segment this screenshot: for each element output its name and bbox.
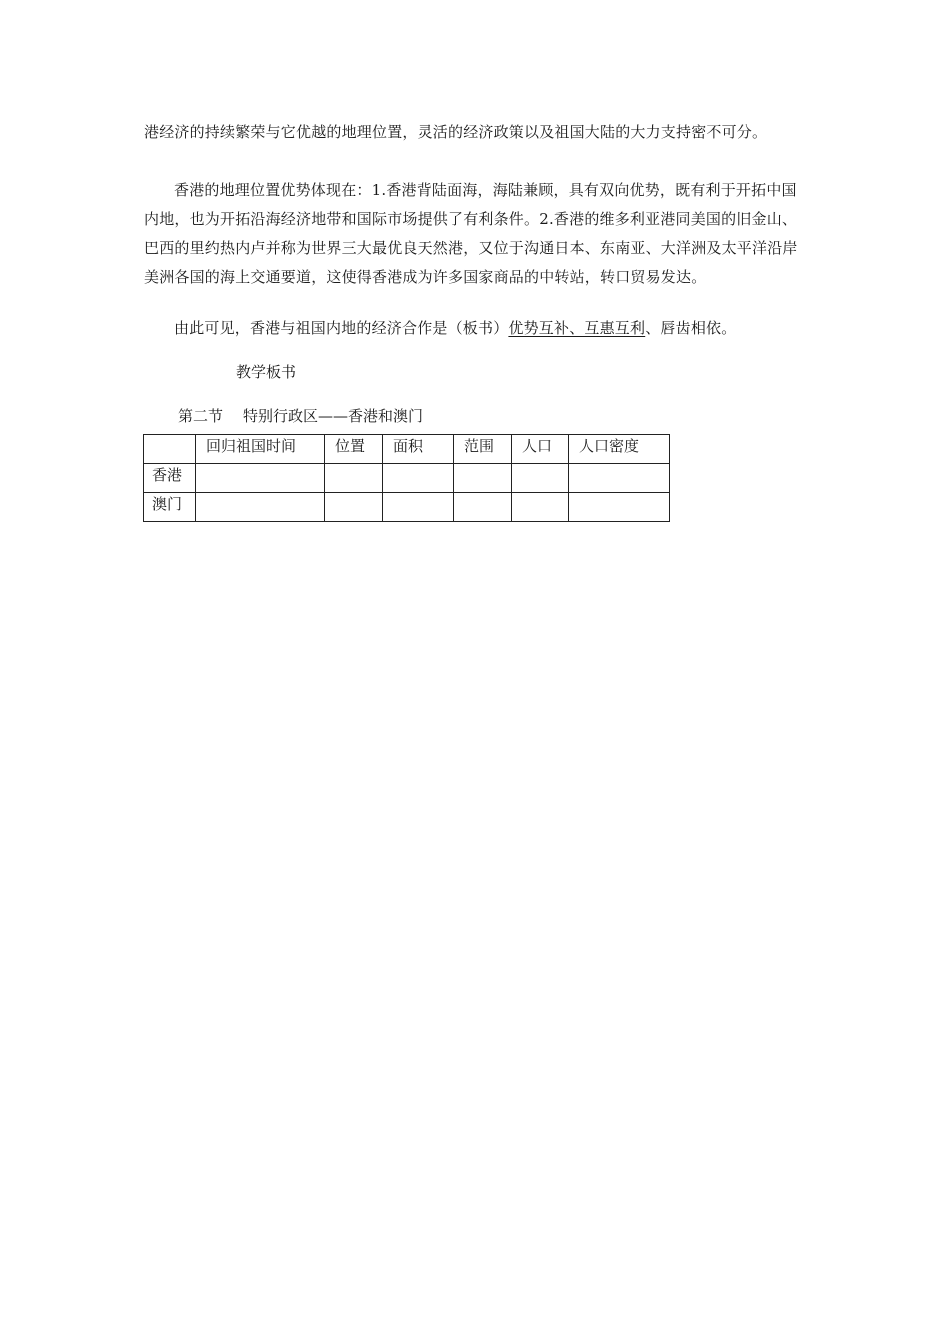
table-cell: [454, 493, 512, 522]
table-cell: [569, 493, 670, 522]
table-header-cell: 面积: [383, 435, 454, 464]
table-cell: [196, 464, 325, 493]
paragraph-cooperation-summary: [144, 314, 806, 343]
section-number: 第二节: [178, 407, 224, 425]
section-title: [178, 402, 423, 431]
table-row: [144, 464, 670, 493]
table-cell: [454, 464, 512, 493]
table-cell: [383, 464, 454, 493]
table-header-row: [144, 435, 670, 464]
table-header-cell: 人口密度: [569, 435, 670, 464]
table-header-cell: 回归祖国时间: [196, 435, 325, 464]
table-row-label: 香港: [144, 464, 196, 493]
table-cell: [325, 464, 383, 493]
board-table: [143, 434, 670, 522]
board-heading: 教学板书: [236, 363, 297, 381]
table-header-cell: 位置: [325, 435, 383, 464]
table-cell: [512, 493, 569, 522]
table-cell: [569, 464, 670, 493]
cooperation-text-after: 、唇齿相依。: [645, 319, 737, 337]
table-cell: [512, 464, 569, 493]
cooperation-underlined-text: 优势互补、互惠互利: [508, 319, 646, 337]
table-header-cell: [144, 435, 196, 464]
paragraph-economy-prosperity: 港经济的持续繁荣与它优越的地理位置，灵活的经济政策以及祖国大陆的大力支持密不可分。: [144, 123, 768, 141]
paragraph-location-advantage: 香港的地理位置优势体现在：1.香港背陆面海，海陆兼顾，具有双向优势，既有利于开拓中国内地，也为开拓沿海经济地带和国际市场提供了有利条件。2.香港的维多利亚港同美国的旧金山、巴西的里约热内卢并称为世界三大最优良天然港，又位于沟通日本、东南亚、大洋洲及太平洋沿岸美洲各国的海上交通要道，这使得香港成为许多国家商品的中转站，转口贸易发达。: [144, 181, 798, 286]
table-cell: [196, 493, 325, 522]
section-name: 特别行政区——香港和澳门: [243, 407, 424, 425]
cooperation-text-before: 由此可见，香港与祖国内地的经济合作是（板书）: [174, 319, 509, 337]
table-header-cell: 范围: [454, 435, 512, 464]
table-header-cell: 人口: [512, 435, 569, 464]
table-cell: [383, 493, 454, 522]
table-cell: [325, 493, 383, 522]
table-row-label: 澳门: [144, 493, 196, 522]
table-row: [144, 493, 670, 522]
